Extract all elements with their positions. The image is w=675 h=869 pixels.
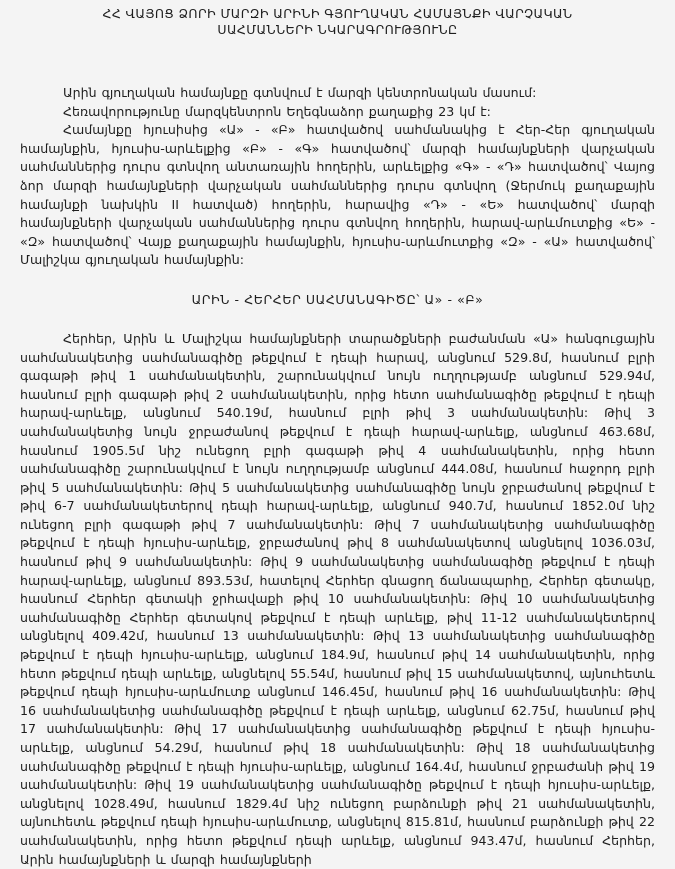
title-line-2: ՍԱՀՄԱՆՆԵՐԻ ՆԿԱՐԱԳՐՈՒԹՅՈՒՆԸ [217,22,458,37]
section-heading: ԱՐԻՆ - ՀԵՐՀԵՐ ՍԱՀՄԱՆԱԳԻԾԸ՝ Ա» - «Բ» [191,291,484,307]
section-body [20,330,655,869]
intro-paragraph-distance: Հեռավորությունը մարզկենտրոն Եղեգնաձոր քաղաքից 23 կմ է: [63,103,491,119]
title-line-1: ՀՀ ՎԱՅՈՑ ՁՈՐԻ ՄԱՐԶԻ ԱՐԻՆԻ ԳՅՈՒՂԱԿԱՆ ՀԱՄԱՅՆՔԻ ՎԱՐՉԱԿԱՆ [102,6,573,21]
intro-paragraph-location: Արին գյուղական համայնքը գտնվում է մարզի կենտրոնական մասում: [63,85,537,100]
intro-section [20,84,655,270]
border-description-paragraph: Հերհեր, Արին և Մալիշկա համայնքների տարածքների բաժանման «Ա» հանգուցային սահմանակետից սահմանագիծը թեքվում է դեպի հարավ, անցնում 529.8մ, հասնում բլրի գագաթի թիվ 1 սահմանակետին, շարունակվում նույն ուղղությամբ անցնում 529.94մ, հասնում բլրի գագաթի թիվ 2 սահմանակետին, որից հետո սահմանագիծը թեքվում է դեպի հարավ-արևելք, անցնում 540.19մ, հասնում բլրի թիվ 3 սահմանակետին: Թիվ 3 սահմանակետից նույն ջրբաժանով թեքվում է դեպի հարավ-արևելք, անցնում 463.68մ, հասնում 1905.5մ նիշ ունեցող բլրի գագաթի թիվ 4 սահմանակետին, որից հետո սահմանագիծը շարունակվում է նույն ուղղությամբ անցնում 444.08մ, հասնում հաջորդ բլրի թիվ 5 սահմանակետին: Թիվ 5 սահմանակետից սահմանագիծը նույն ջրբաժանով թեքվում է թիվ 6-7 սահմանակետերով դեպի հարավ-արևելք, անցնում 940.7մ, հասնում 1852.0մ նիշ ունեցող բլրի գագաթի թիվ 7 սահմանակետին: Թիվ 7 սահմանակետից սահմանագիծը թեքվում է դեպի հյուսիս-արևելք, ջրբաժանով թիվ 8 սահմանակետով անցնելով 1036.03մ, հասնում թիվ 9 սահմանակետին: Թիվ 9 սահմանակետից սահմանագիծը թեքվում է դեպի հարավ-արևելք, անցնում 893.53մ, հատելով Հերհեր գնացող ճանապարհը, Հերհեր գետակը, հասնում Հերհեր գետակի ջրհավաքի թիվ 10 սահմանակետին: Թիվ 10 սահմանակետից սահմանագիծը Հերհեր գետակով թեքվում է դեպի արևելք, թիվ 11-12 սահմանակետերով անցնելով 409.42մ, հասնում 13 սահմանակետին: Թիվ 13 սահմանակետից սահմանագիծը թեքվում է դեպի հյուսիս-արևելք, անցնում 184.9մ, հասնում թիվ 14 սահմանակետին, որից հետո թեքվում դեպի արևելք, անցնելով 55.54մ, հասնում թիվ 15 սահմանակետով, այնուհետև թեքվում դեպի հյուսիս-արևմուտք անցնում 146.45մ, հասնում թիվ 16 սահմանակետին: Թիվ 16 սահմանակետից սահմանագիծը թեքվում է դեպի արևելք, անցնում 62.75մ, հասնում թիվ 17 սահմանակետին: Թիվ 17 սահմանակետից սահմանագիծը թեքվում է դեպի հյուսիս-արևելք, անցնում 54.29մ, հասնում թիվ 18 սահմանակետին: Թիվ 18 սահմանակետից սահմանագիծը թեքվում է դեպի հյուսիս-արևելք, անցնում 164.4մ, հասնում ջրբաժանի թիվ 19 սահմանակետին: Թիվ 19 սահմանակետից սահմանագիծը թեքվում է դեպի հյուսիս-արևելք, անցնելով 1028.49մ, հասնում 1829.4մ նիշ ունեցող բարձունքի թիվ 21 սահմանակետին, այնուհետև թեքվում դեպի հյուսիս-արևմուտք, անցնելով 815.81մ, հասնում բարձունքի թիվ 22 սահմանակետին, որից հետո թեքվում դեպի արևելք, անցնում 943.47մ, հասնում Հերհեր, Արին համայնքների և մարզի համայնքների [20,330,655,867]
document-title [20,0,655,38]
intro-paragraph-borders: Համայնքը հյուսիսից «Ա» - «Բ» հատվածով սահմանակից է Հեր-Հեր գյուղական համայնքին, հյուսիս-արևելքից «Բ» - «Գ» հատվածով՝ մարզի համայնքների վարչական սահմաններից դուրս գտնվող անտառային հողերին, արևելքից «Գ» - «Դ» հատվածով՝ Վայոց ձոր մարզի համայնքների վարչական սահմաններից դուրս գտնվող (Ջերմուկ քաղաքային համայնքի նախկին II հատված) հողերին, հարավից «Դ» - «Ե» հատվածով՝ մարզի համայնքների վարչական սահմաններից դուրս գտնվող հողերին, հարավ-արևմուտքից «Ե» - «Զ» հատվածով՝ Վայք քաղաքային համայնքին, հյուսիս-արևմուտքից «Զ» - «Ա» հատվածով՝ Մալիշկա գյուղական համայնքին: [20,122,655,268]
